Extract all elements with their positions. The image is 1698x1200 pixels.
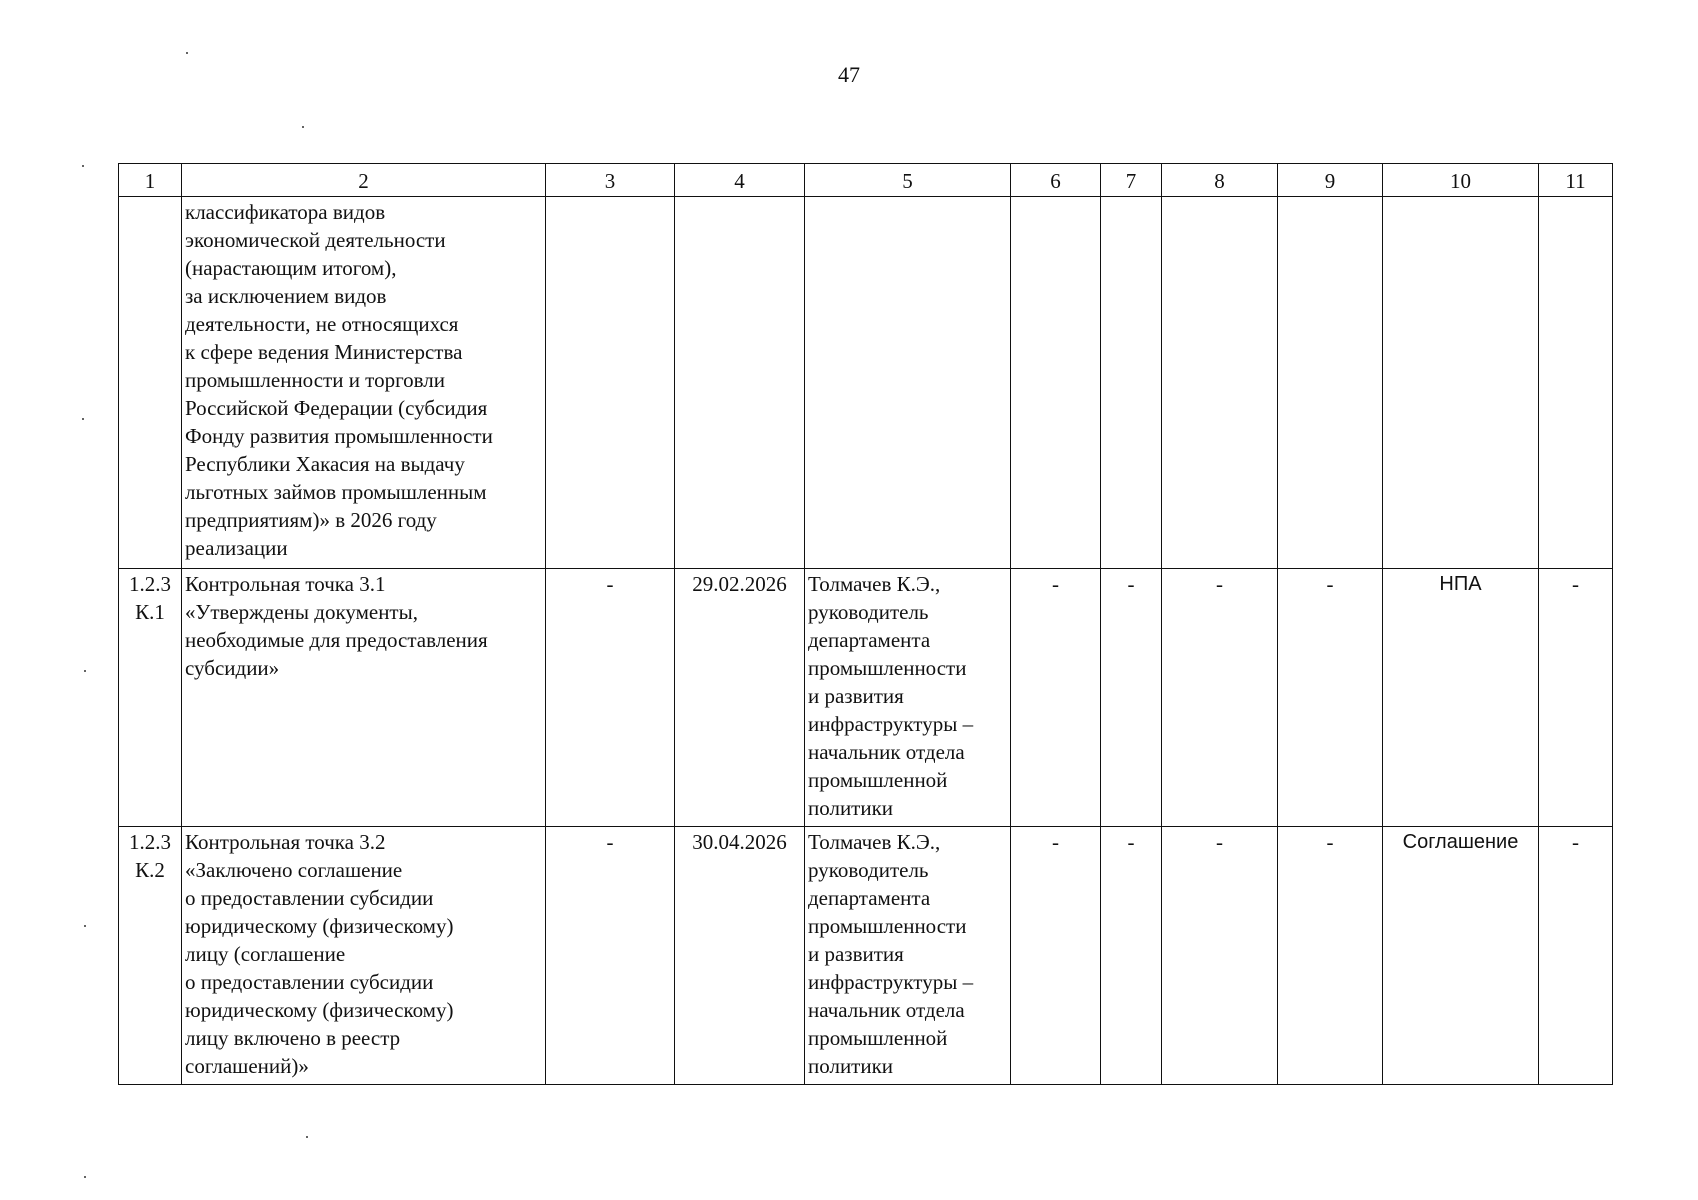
row-description: Контрольная точка 3.2 «Заключено соглашение о предоставлении субсидии юридическому (физическому) лицу (соглашение о предоставлении субсидии юридическому (физическому) лицу включено в реестр соглашений)» xyxy=(182,827,546,1085)
cell-col8: - xyxy=(1162,569,1278,827)
cell-col8: - xyxy=(1162,827,1278,1085)
cell-col8 xyxy=(1162,197,1278,569)
cell-col3 xyxy=(546,197,675,569)
cell-col6 xyxy=(1011,197,1101,569)
cell-document xyxy=(1383,197,1539,569)
scan-speck xyxy=(82,165,84,167)
plan-table xyxy=(118,163,1613,1085)
header-row xyxy=(119,164,1613,197)
column-header: 11 xyxy=(1539,164,1613,197)
cell-date: 29.02.2026 xyxy=(675,569,805,827)
column-header: 1 xyxy=(119,164,182,197)
cell-col3: - xyxy=(546,569,675,827)
page-number: 47 xyxy=(838,62,860,87)
column-header: 7 xyxy=(1101,164,1162,197)
cell-col11: - xyxy=(1539,569,1613,827)
cell-responsible xyxy=(805,197,1011,569)
cell-responsible: Толмачев К.Э., руководитель департамента промышленности и развития инфраструктуры – начальник отдела промышленной политики xyxy=(805,827,1011,1085)
column-header: 3 xyxy=(546,164,675,197)
cell-col9: - xyxy=(1278,827,1383,1085)
cell-col9: - xyxy=(1278,569,1383,827)
cell-responsible: Толмачев К.Э., руководитель департамента промышленности и развития инфраструктуры – начальник отдела промышленной политики xyxy=(805,569,1011,827)
cell-col6: - xyxy=(1011,827,1101,1085)
cell-date xyxy=(675,197,805,569)
table-row xyxy=(119,197,1613,569)
row-number: 1.2.3 К.2 xyxy=(119,827,182,1085)
cell-col11: - xyxy=(1539,827,1613,1085)
row-number xyxy=(119,197,182,569)
scan-speck xyxy=(84,925,86,927)
cell-col7: - xyxy=(1101,569,1162,827)
row-number: 1.2.3 К.1 xyxy=(119,569,182,827)
column-header: 2 xyxy=(182,164,546,197)
scan-speck xyxy=(84,1176,86,1178)
scan-speck xyxy=(82,418,84,420)
cell-col11 xyxy=(1539,197,1613,569)
column-header: 10 xyxy=(1383,164,1539,197)
row-description: классификатора видов экономической деятельности (нарастающим итогом), за исключением видов деятельности, не относящихся к сфере ведения Министерства промышленности и торговли Российской Федерации (субсидия Фонду развития промышленности Республики Хакасия на выдачу льготных займов промышленным предприятиям)» в 2026 году реализации xyxy=(182,197,546,569)
row-description: Контрольная точка 3.1 «Утверждены документы, необходимые для предоставления субсидии» xyxy=(182,569,546,827)
column-header: 9 xyxy=(1278,164,1383,197)
scan-speck xyxy=(84,670,86,672)
scan-speck xyxy=(302,126,304,128)
cell-date: 30.04.2026 xyxy=(675,827,805,1085)
cell-col7: - xyxy=(1101,827,1162,1085)
scan-speck xyxy=(186,52,188,54)
column-header: 4 xyxy=(675,164,805,197)
column-header: 5 xyxy=(805,164,1011,197)
scan-speck xyxy=(306,1136,308,1138)
cell-document: НПА xyxy=(1383,569,1539,827)
cell-document: Соглашение xyxy=(1383,827,1539,1085)
cell-col7 xyxy=(1101,197,1162,569)
table-row xyxy=(119,827,1613,1085)
column-header: 8 xyxy=(1162,164,1278,197)
column-header: 6 xyxy=(1011,164,1101,197)
table-row xyxy=(119,569,1613,827)
cell-col3: - xyxy=(546,827,675,1085)
cell-col9 xyxy=(1278,197,1383,569)
cell-col6: - xyxy=(1011,569,1101,827)
